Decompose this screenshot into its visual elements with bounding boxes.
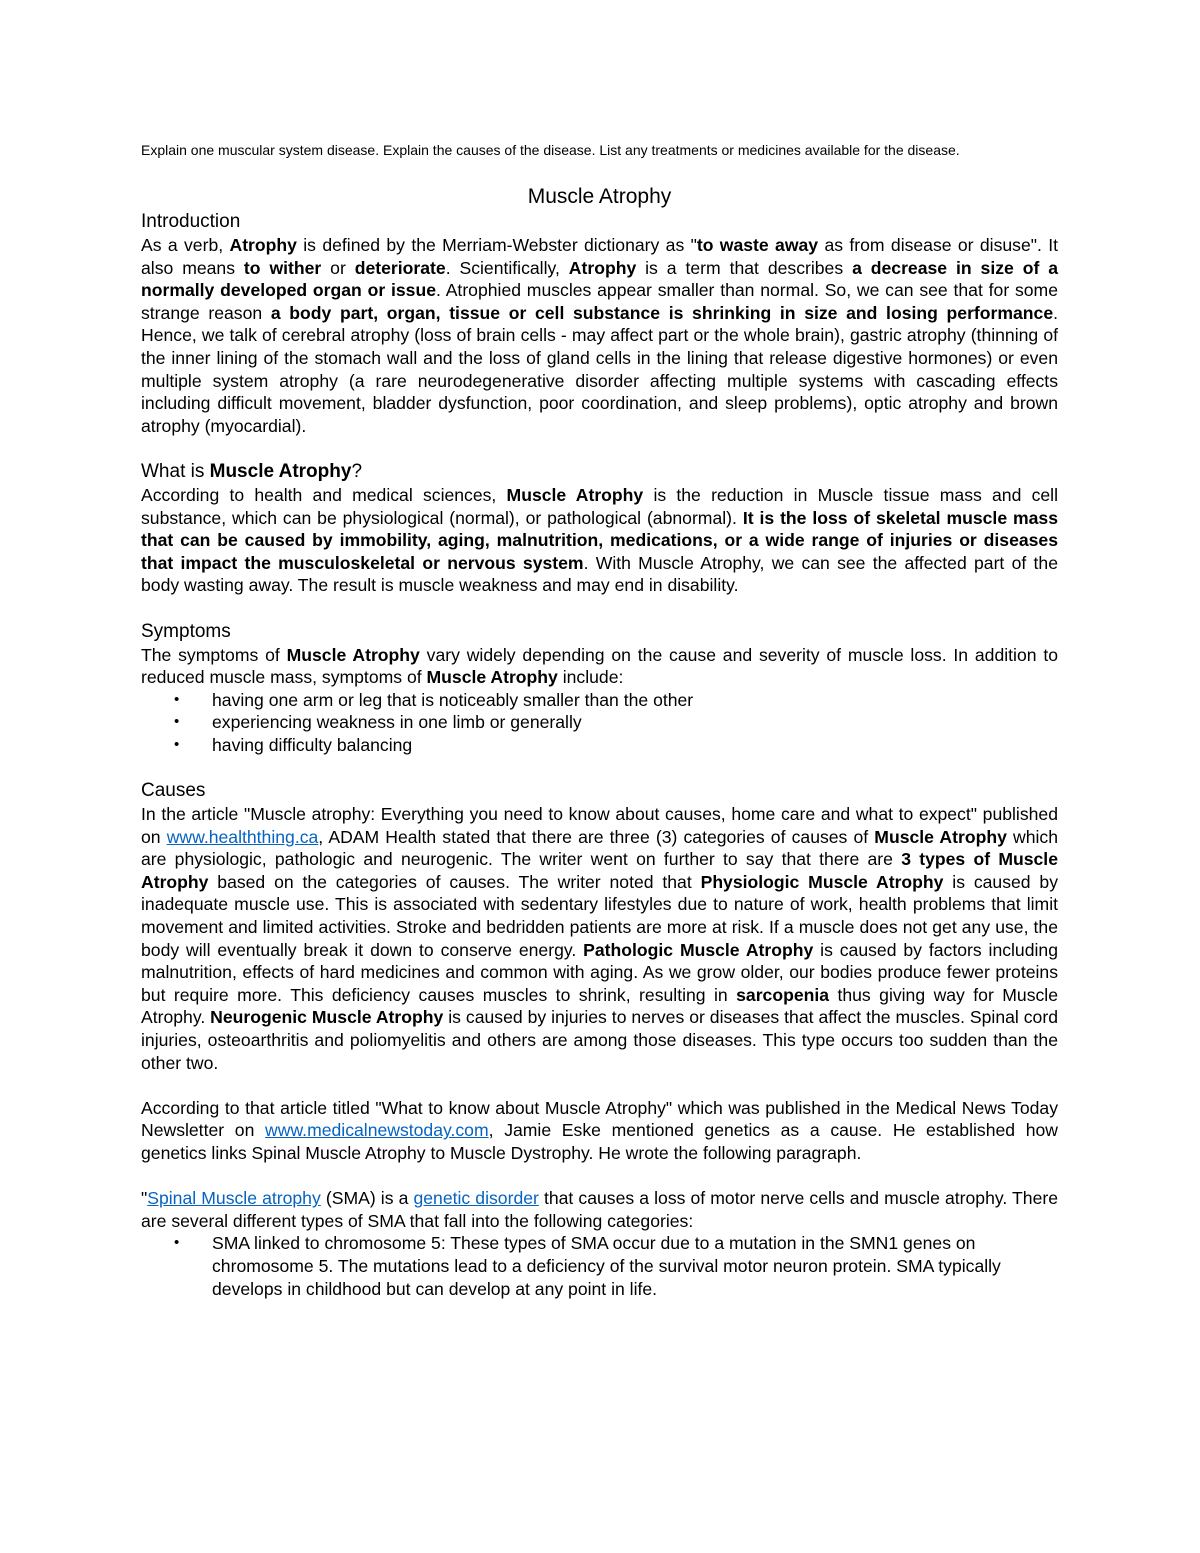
- text-run: is caused by injuries to nerves or diseases that affect the muscles. Spinal cord injuries, osteoarthritis and poliomyelitis and others are among those diseases. This type occurs too sudden than the other two.: [141, 1007, 1058, 1073]
- bold-run: Muscle Atrophy: [209, 460, 352, 482]
- causes-heading: Causes: [141, 780, 206, 802]
- text-run: The symptoms of: [141, 644, 287, 665]
- paragraph-gap: [141, 1165, 1058, 1188]
- text-run: is caused by inadequate muscle use. This is associated with sedentary lifestyles due to nature of work, health problems that limit movement and limited activities. Stroke and bedridden patients are more at risk. If a muscle does not get any use, the body will eventually break it down to conserve energy.: [141, 871, 1059, 960]
- bold-run: to wither: [243, 257, 322, 278]
- text-run: , ADAM Health stated that there are three (3) categories of causes of: [318, 826, 875, 847]
- paragraph-gap: [141, 437, 1058, 460]
- list-item: [141, 711, 1058, 734]
- medicalnewstoday-link[interactable]: www.medicalnewstoday.com: [265, 1120, 489, 1141]
- text-run: is defined by the Merriam-Webster dictionary as ": [296, 235, 697, 255]
- text-run: include:: [557, 667, 624, 688]
- symptoms-heading: Symptoms: [141, 620, 231, 642]
- document-body: [141, 210, 1058, 1300]
- paragraph-gap: [141, 1074, 1058, 1097]
- bold-run: Pathologic Muscle Atrophy: [583, 939, 814, 960]
- list-item-text: SMA linked to chromosome 5: These types of SMA occur due to a mutation in the SMN1 genes on chromosome 5. The mutations lead to a deficiency of the survival motor neuron protein. SMA typically develops in childhood but can develop at any point in life.: [212, 1233, 1001, 1299]
- bold-run: a decrease in size of a normally developed organ or issue: [141, 257, 1059, 301]
- text-run: . With Muscle Atrophy, we can see the affected part of the body wasting away. The result is muscle weakness and may end in disability.: [141, 552, 1058, 596]
- text-run: , Jamie Eske mentioned genetics as a cause. He established how genetics links Spinal Muscle Atrophy to Muscle Dystrophy. He wrote the following paragraph.: [141, 1120, 1058, 1163]
- text-run: is caused by factors including malnutrition, effects of hard medicines and common with aging. As we grow older, our bodies produce fewer proteins but require more. This deficiency causes muscles to shrink, resulting in: [141, 939, 1058, 1005]
- bold-run: a body part, organ, tissue or cell substance is shrinking in size and losing performance: [270, 302, 1054, 323]
- text-run: is a term that describes: [636, 257, 853, 278]
- list-item: [141, 1232, 1058, 1300]
- quote-paragraph: [141, 1187, 1058, 1232]
- text-run: (SMA) is a: [320, 1188, 414, 1209]
- spinal-muscle-atrophy-link[interactable]: Spinal Muscle atrophy: [147, 1188, 321, 1209]
- text-run: as from disease or disuse". It also means: [141, 235, 1058, 278]
- symptoms-paragraph: [141, 644, 1058, 689]
- text-run: vary widely depending on the cause and severity of muscle loss. In addition to reduced muscle mass, symptoms of: [141, 644, 1058, 688]
- document-title: Muscle Atrophy: [527, 185, 672, 208]
- text-run: . Hence, we talk of cerebral atrophy (loss of brain cells - may affect part or the whole brain), gastric atrophy (thinning of the inner lining of the stomach wall and the loss of gland cells in the lining that release digestive hormones) or even multiple system atrophy (a rare neurodegenerative disorder affecting multiple systems with cascading effects including difficult movement, bladder dysfunction, poor coordination, and sleep problems), optic atrophy and brown atrophy (myocardial).: [141, 302, 1058, 436]
- text-run: According to health and medical sciences,: [141, 484, 507, 505]
- text-run: is the reduction in Muscle tissue mass and cell substance, which can be physiological (normal), or pathological (abnormal).: [141, 484, 1058, 528]
- bold-run: Muscle Atrophy: [506, 484, 644, 505]
- bold-run: sarcopenia: [736, 984, 830, 1005]
- symptoms-list: [141, 689, 1058, 757]
- bold-run: Atrophy: [568, 257, 637, 278]
- text-run: In the article "Muscle atrophy: Everything you need to know about causes, home care and what to expect" published on: [141, 804, 1058, 847]
- bold-run: to waste away: [696, 235, 819, 255]
- text-run: thus giving way for Muscle Atrophy.: [141, 984, 1058, 1028]
- bullet-icon: •: [174, 690, 180, 708]
- genetic-disorder-link[interactable]: genetic disorder: [413, 1188, 539, 1209]
- list-item: [141, 689, 1058, 712]
- bullet-icon: •: [174, 735, 180, 753]
- causes-paragraph: [141, 803, 1058, 1074]
- bold-run: deteriorate: [354, 257, 446, 278]
- bold-run: Physiologic Muscle Atrophy: [700, 871, 944, 892]
- list-item-text: experiencing weakness in one limb or generally: [212, 712, 582, 733]
- text-run: or: [321, 257, 355, 278]
- text-run: ?: [351, 460, 363, 482]
- text-run: According to that article titled "What to know about Muscle Atrophy" which was published in the Medical News Today Newsletter on: [141, 1097, 1058, 1141]
- text-run: . Atrophied muscles appear smaller than normal. So, we can see that for some strange reason: [141, 280, 1058, 323]
- introduction-paragraph: [141, 234, 1058, 437]
- article2-paragraph: [141, 1097, 1058, 1165]
- bullet-icon: •: [174, 713, 180, 731]
- paragraph-gap: [141, 756, 1058, 779]
- bullet-icon: •: [174, 1234, 180, 1252]
- assignment-prompt: Explain one muscular system disease. Explain the causes of the disease. List any treatments or medicines available for the disease.: [141, 142, 960, 158]
- bold-run: Atrophy: [229, 235, 297, 255]
- text-run: As a verb,: [141, 235, 230, 255]
- what-is-paragraph: [141, 484, 1058, 597]
- bold-run: It is the loss of skeletal muscle mass that can be caused by immobility, aging, malnutrition, medications, or a wide range of injuries or diseases that impact the musculoskeletal or nervous system: [141, 507, 1059, 573]
- bold-run: Muscle Atrophy: [426, 667, 558, 688]
- text-run: What is: [141, 460, 210, 482]
- sma-list: [141, 1232, 1058, 1300]
- paragraph-gap: [141, 597, 1058, 620]
- text-run: based on the categories of causes. The writer noted that: [208, 871, 701, 892]
- text-run: that causes a loss of motor nerve cells and muscle atrophy. There are several different types of SMA that fall into the following categories:: [141, 1188, 1058, 1231]
- what-is-heading: [141, 460, 1058, 484]
- list-item: [141, 734, 1058, 757]
- list-item-text: having one arm or leg that is noticeably smaller than the other: [212, 689, 694, 710]
- healththing-link[interactable]: www.healththing.ca: [166, 826, 319, 847]
- introduction-heading: Introduction: [141, 211, 241, 232]
- bold-run: 3 types of Muscle Atrophy: [141, 849, 1058, 892]
- bold-run: Muscle Atrophy: [874, 826, 1007, 847]
- text-run: which are physiologic, pathologic and neurogenic. The writer went on further to say that there are: [141, 826, 1058, 870]
- bold-run: Muscle Atrophy: [286, 644, 420, 665]
- text-run: . Scientifically,: [445, 257, 569, 278]
- bold-run: Neurogenic Muscle Atrophy: [210, 1007, 444, 1028]
- text-run: ": [141, 1188, 148, 1209]
- list-item-text: having difficulty balancing: [212, 734, 413, 755]
